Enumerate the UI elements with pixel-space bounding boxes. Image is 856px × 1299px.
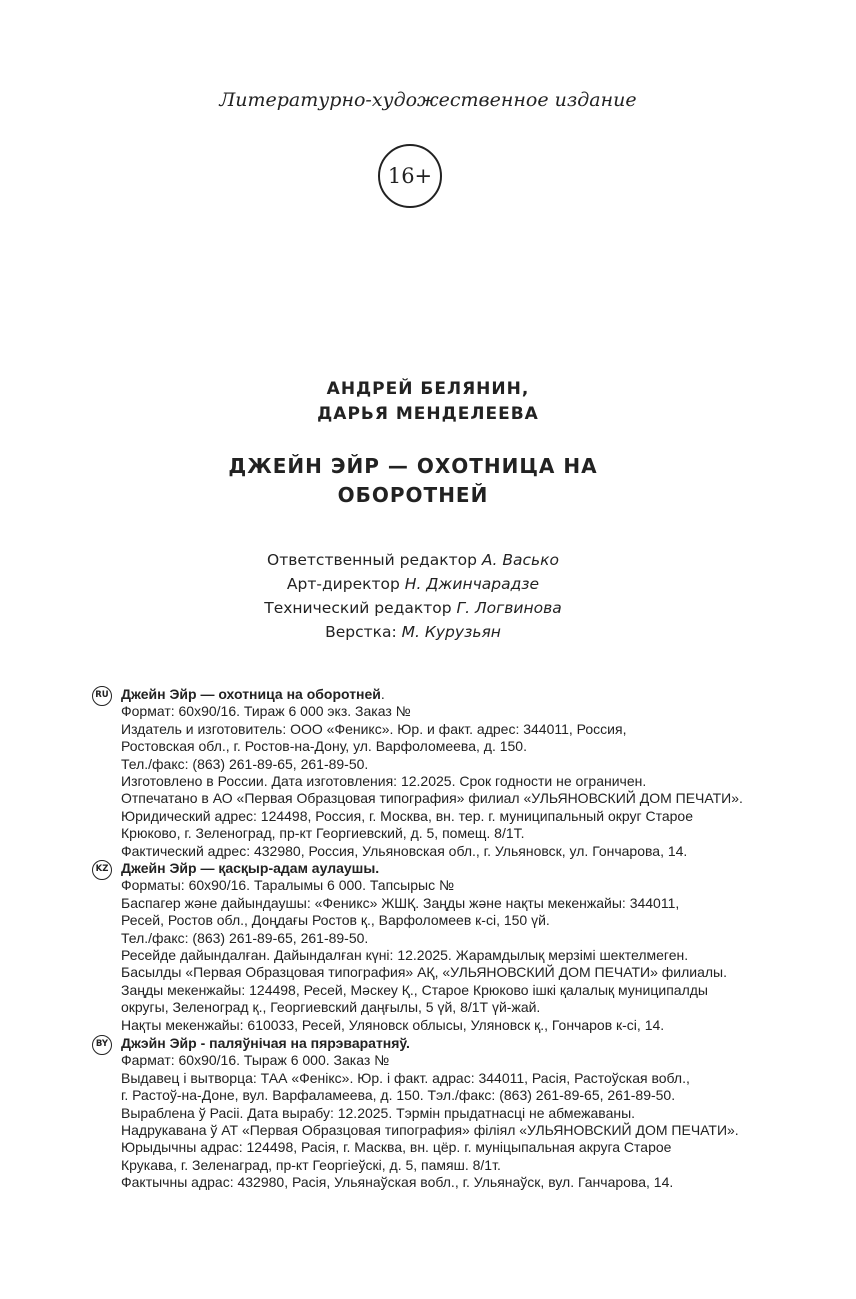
imprint-line: Надрукавана ў АТ «Первая Образцовая типография» філіял «УЛЬЯНОВСКИЙ ДОМ ПЕЧАТИ». (121, 1122, 739, 1139)
imprint-line: Ресейде дайындалған. Дайындалған күні: 12.2025. Жарамдылық мерзімі шектелмеген. (121, 947, 689, 964)
imprint-line: Юридический адрес: 124498, Россия, г. Москва, вн. тер. г. муниципальный округ Старое (121, 807, 694, 824)
imprint-line: Форматы: 60х90/16. Таралымы 6 000. Тапсырыс № (121, 877, 454, 894)
imprint-line: Юрыдычны адрас: 124498, Расія, г. Масква, вн. цёр. г. муніцыпальная акруга Старое (121, 1139, 672, 1156)
credit-line (0, 572, 826, 596)
imprint-line: Крюково, г. Зеленоград, пр-кт Георгиевский, д. 5, помещ. 8/1Т. (121, 825, 525, 842)
credit-name: М. Курузьян (401, 623, 501, 641)
credit-name: Г. Логвинова (456, 599, 562, 617)
title-line: ДЖЕЙН ЭЙР — ОХОТНИЦА НА (228, 454, 598, 478)
imprint-line: Басылды «Первая Образцовая типография» АҚ, «УЛЬЯНОВСКИЙ ДОМ ПЕЧАТИ» филиалы. (121, 964, 728, 981)
imprint-line: Тел./факс: (863) 261-89-65, 261-89-50. (121, 755, 369, 772)
imprint-line: Выраблена ў Расіі. Дата вырабу: 12.2025. Тэрмін прыдатнасці не абмежаваны. (121, 1104, 636, 1121)
age-rating-badge (378, 144, 442, 208)
by-badge-icon: BY (92, 1035, 112, 1055)
credit-role: Ответственный редактор (267, 551, 477, 569)
imprint-line: Отпечатано в АО «Первая Образцовая типография» филиал «УЛЬЯНОВСКИЙ ДОМ ПЕЧАТИ». (121, 790, 743, 807)
credit-name: А. Васько (481, 551, 559, 569)
book-title (0, 452, 826, 510)
imprint-heading: Джейн Эйр — охотница на оборотней. (121, 686, 385, 702)
imprint-line: Фактычны адрас: 432980, Расія, Ульянаўская вобл., г. Ульянаўск, вул. Ганчарова, 14. (121, 1174, 674, 1191)
imprint-line: Выдавец і вытворца: ТАА «Фенікс». Юр. і факт. адрас: 344011, Расія, Растоўская вобл., (121, 1069, 690, 1086)
imprint-line: г. Растоў-на-Доне, вул. Варфаламеева, д. 150. Тэл./факс: (863) 261-89-65, 261-89-50. (121, 1087, 676, 1104)
authors (0, 377, 856, 427)
imprint-line: Ростовская обл., г. Ростов-на-Дону, ул. Варфоломеева, д. 150. (121, 738, 527, 755)
imprint-line: Нақты мекенжайы: 610033, Ресей, Уляновск облысы, Уляновск қ., Гончаров к-сі, 14. (121, 1016, 665, 1033)
imprint-line: Формат: 60х90/16. Тираж 6 000 экз. Заказ № (121, 703, 411, 720)
imprint-line: Баспагер және дайындаушы: «Феникс» ЖШҚ. Заңды және нақты мекенжайы: 344011, (121, 894, 680, 911)
credit-name: Н. Джинчарадзе (404, 575, 540, 593)
credit-line (0, 596, 826, 620)
kz-badge-icon: KZ (92, 860, 112, 880)
imprint-line: Заңды мекенжайы: 124498, Ресей, Мәскеу Қ., Старое Крюково ішкі қалалық муниципалды (121, 981, 708, 998)
author-line: ДАРЬЯ МЕНДЕЛЕЕВА (317, 404, 539, 424)
imprint-by-lines (121, 1035, 821, 1192)
credit-line (0, 548, 826, 572)
imprint-line: округы, Зеленоград қ., Георгиевский даңғылы, 5 үй, 8/1Т үй-жай. (121, 999, 541, 1016)
credits (0, 548, 826, 644)
imprint-line: Фармат: 60х90/16. Тыраж 6 000. Заказ № (121, 1052, 390, 1069)
credit-line (0, 620, 826, 644)
imprint-heading: Джейн Эйр — қасқыр-адам аулаушы. (121, 860, 380, 876)
edition-type: Литературно-художественное издание (219, 89, 637, 111)
imprint-kz-lines (121, 860, 821, 1034)
credit-role: Арт-директор (286, 575, 400, 593)
age-rating-text: 16+ (387, 164, 433, 188)
imprint-heading: Джэйн Эйр - паляўнічая на пярэваратняў. (121, 1035, 410, 1051)
imprint-line: Тел./факс: (863) 261-89-65, 261-89-50. (121, 929, 369, 946)
author-line: АНДРЕЙ БЕЛЯНИН, (326, 379, 530, 399)
imprint-line: Фактический адрес: 432980, Россия, Ульяновская обл., г. Ульяновск, ул. Гончарова, 14. (121, 842, 688, 859)
imprint-line: Крукава, г. Зеленаград, пр-кт Георгіеўскі, д. 5, памяш. 8/1т. (121, 1156, 501, 1173)
credit-role: Верстка: (325, 623, 397, 641)
imprint-line: Изготовлено в России. Дата изготовления: 12.2025. Срок годности не ограничен. (121, 773, 647, 790)
imprint-line: Издатель и изготовитель: ООО «Феникс». Юр. и факт. адрес: 344011, Россия, (121, 720, 627, 737)
imprint-line: Ресей, Ростов обл., Доңдағы Ростов қ., Варфоломеев к-сі, 150 үй. (121, 912, 550, 929)
credit-role: Технический редактор (264, 599, 452, 617)
title-line: ОБОРОТНЕЙ (337, 483, 489, 507)
ru-badge-icon: RU (92, 686, 112, 706)
imprint-ru-lines (121, 686, 821, 860)
